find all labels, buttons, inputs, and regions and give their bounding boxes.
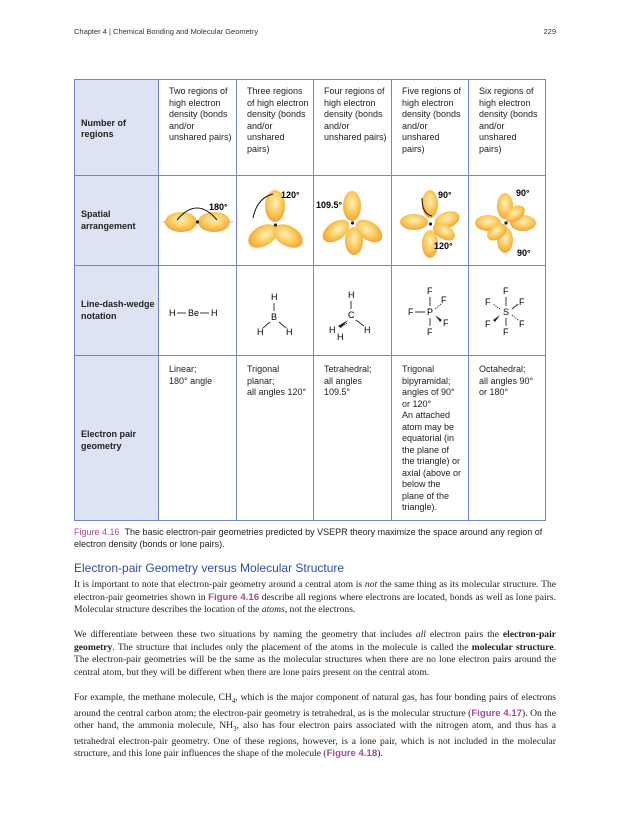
angle-label: 180° <box>209 202 228 212</box>
lewis-trigonal <box>237 266 314 356</box>
caption-text: The basic electron-pair geometries predicted by VSEPR theory maximize the space around any region of electron density (bonds or lone pairs). <box>74 527 543 549</box>
row-header-number-of-regions: Number of regions <box>75 80 159 176</box>
angle-label: 90° <box>517 248 531 258</box>
ch4-structure <box>314 266 391 355</box>
lewis-linear <box>159 266 237 356</box>
bh3-structure <box>237 266 314 355</box>
atom-label: F <box>443 318 449 328</box>
atom-label: H <box>348 290 355 300</box>
atom-label: F <box>485 297 491 307</box>
orbital-lobe <box>343 191 361 221</box>
geometry-trigonal-bipyramidal: Trigonal bipyramidal; angles of 90° or 120° An attached atom may be equatorial (in the plane of the triangle) or axial (above or below the plane of the triangle). <box>392 356 469 521</box>
lewis-octahedral <box>469 266 546 356</box>
term-molecular-structure: molecular structure <box>471 641 554 653</box>
regions-four: Four regions of high electron density (bonds and/or unshared pairs) <box>314 80 392 176</box>
orbital-lobe <box>198 212 230 232</box>
figure-link[interactable]: Figure 4.16 <box>208 591 260 603</box>
figure-caption <box>74 526 556 550</box>
regions-three: Three regions of high electron density (bonds and/or unshared pairs) <box>237 80 314 176</box>
atom-label: F <box>485 319 491 329</box>
atom-label: H <box>257 327 264 337</box>
atom-label: F <box>519 297 525 307</box>
atom-label: H <box>211 308 218 318</box>
beh2-structure <box>159 266 236 355</box>
atom-label: F <box>503 286 509 296</box>
geometry-octahedral: Octahedral; all angles 90° or 180° <box>469 356 546 521</box>
row-header-electron-pair-geometry: Electron pair geometry <box>75 356 159 521</box>
atom-label: H <box>364 325 371 335</box>
pf5-structure <box>392 266 470 355</box>
atom-label: F <box>519 319 525 329</box>
spatial-trigonal <box>237 176 314 266</box>
regions-five: Five regions of high electron density (bonds and/or unshared pairs) <box>392 80 469 176</box>
figure-link[interactable]: Figure 4.18 <box>326 748 378 760</box>
angle-label: 90° <box>438 190 452 200</box>
atom-label: H <box>286 327 293 337</box>
vsepr-geometry-table <box>74 79 546 521</box>
orbital-lobe <box>400 214 428 230</box>
angle-label: 109.5° <box>316 200 343 210</box>
atom-label: F <box>408 307 414 317</box>
geometry-tetrahedral: Tetrahedral; all angles 109.5° <box>314 356 392 521</box>
section-title: Electron-pair Geometry versus Molecular Structure <box>74 561 345 575</box>
row-header-spatial-arrangement: Spatial arrangement <box>75 176 159 266</box>
running-header-chapter: Chapter 4 | Chemical Bonding and Molecular Geometry <box>74 27 259 36</box>
lewis-bipyramidal <box>392 266 469 356</box>
spatial-octahedral <box>469 176 546 266</box>
atom-label: H <box>337 332 344 342</box>
octahedral-orbital-diagram <box>469 176 546 265</box>
atom-label: F <box>427 327 433 337</box>
atom-label: C <box>348 310 355 320</box>
atom-label: F <box>441 295 447 305</box>
sf6-structure <box>469 266 546 355</box>
paragraph-3: For example, the methane molecule, $CH_4$, which is the major component of natural gas, has four bonding pairs of electrons around the central carbon atom; the electron-pair geometry is tetrahedral, as is the molecular structure (Figure 4.17). On the other hand, the ammonia molecule, $NH_3$, also has four electron pairs associated with the nitrogen atom, and thus has a tetrahedral electron-pair geometry. One of these regions, however, is a lone pair, which is not included in the molecular structure, and this lone pair influences the shape of the molecule (Figure 4.18). <box>74 692 556 760</box>
figure-label: Figure 4.16 <box>74 527 120 537</box>
lewis-tetrahedral <box>314 266 392 356</box>
bipyramidal-orbital-diagram <box>392 176 470 265</box>
atom-label: H <box>271 292 278 302</box>
tetrahedral-orbital-diagram <box>314 176 391 265</box>
page-number: 229 <box>543 27 556 36</box>
atom-label: F <box>427 286 433 296</box>
orbital-lobe <box>422 190 438 218</box>
angle-label: 90° <box>516 188 530 198</box>
geometry-linear: Linear; 180° angle <box>159 356 237 521</box>
spatial-tetrahedral <box>314 176 392 266</box>
geometry-trigonal-planar: Trigonal planar; all angles 120° <box>237 356 314 521</box>
atom-label: F <box>503 327 509 337</box>
linear-orbital-diagram <box>159 176 236 265</box>
atom-label: Be <box>188 308 200 318</box>
atom-label: H <box>169 308 176 318</box>
angle-label: 120° <box>281 190 300 200</box>
atom-label: B <box>271 312 278 322</box>
atom-label: H <box>329 325 336 335</box>
figure-link[interactable]: Figure 4.17 <box>471 707 523 719</box>
atom-label: P <box>427 307 434 317</box>
term-electron-pair-geometry: electron-pair geometry <box>74 629 557 653</box>
regions-two: Two regions of high electron density (bonds and/or unshared pairs) <box>159 80 237 176</box>
regions-six: Six regions of high electron density (bonds and/or unshared pairs) <box>469 80 546 176</box>
spatial-linear <box>159 176 237 266</box>
angle-label: 120° <box>434 241 453 251</box>
paragraph-1: It is important to note that electron-pair geometry around a central atom is not the same thing as its molecular structure. The electron-pair geometries shown in Figure 4.16 describe all regions where electrons are located, bonds as well as lone pairs. Molecular structure describes the location of the atoms, not the electrons. <box>74 579 557 616</box>
atom-label: S <box>503 307 510 317</box>
row-header-line-dash-wedge: Line-dash-wedge notation <box>75 266 159 356</box>
paragraph-2: We differentiate between these two situations by naming the geometry that includes all electron pairs the electron-pair geometry. The structure that includes only the placement of the atoms in the molecule is called the molecular structure. The electron-pair geometries will be the same as the molecular structures when there are no lone electron pairs around the central atom, but they will be different when there are lone pairs present on the central atom. <box>74 629 557 678</box>
spatial-bipyramidal <box>392 176 469 266</box>
orbital-lobe <box>345 227 363 255</box>
trigonal-orbital-diagram <box>237 176 314 265</box>
